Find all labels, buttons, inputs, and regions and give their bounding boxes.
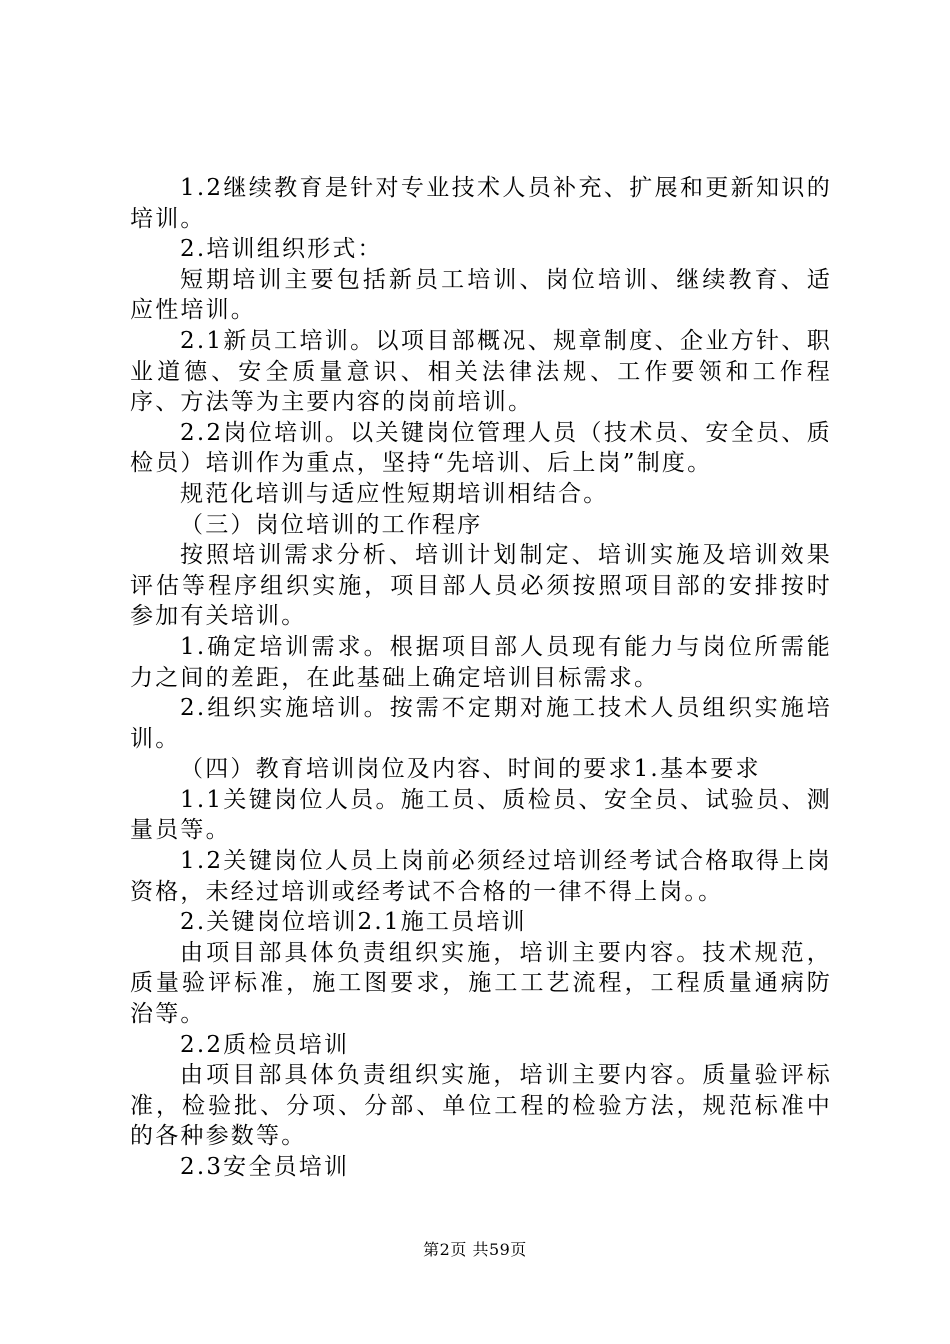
paragraph: 2.2质检员培训 xyxy=(180,1031,350,1058)
paragraph: 2.2岗位培训。以关键岗位管理人员（技术员、安全员、质检员）培训作为重点，坚持“先培训、后上岗”制度。 xyxy=(130,419,832,477)
section-heading: （三）岗位培训的工作程序 xyxy=(180,511,483,538)
paragraph: 2.关键岗位培训2.1施工员培训 xyxy=(180,909,527,936)
paragraph: 由项目部具体负责组织实施，培训主要内容。质量验评标准，检验批、分项、分部、单位工程的检验方法，规范标准中的各种参数等。 xyxy=(130,1062,832,1150)
paragraph: 2.培训组织形式： xyxy=(180,236,383,263)
body-text xyxy=(130,173,832,1183)
paragraph: 1.1关键岗位人员。施工员、质检员、安全员、试验员、测量员等。 xyxy=(130,786,832,844)
paragraph: 按照培训需求分析、培训计划制定、培训实施及培训效果评估等程序组织实施，项目部人员必须按照项目部的安排按时参加有关培训。 xyxy=(130,542,832,630)
paragraph: 1.2继续教育是针对专业技术人员补充、扩展和更新知识的培训。 xyxy=(130,175,832,232)
paragraph: 由项目部具体负责组织实施，培训主要内容。技术规范，质量验评标准，施工图要求，施工工艺流程，工程质量通病防治等。 xyxy=(130,939,832,1028)
section-heading: （四）教育培训岗位及内容、时间的要求1.基本要求 xyxy=(180,756,761,783)
paragraph: 1.2关键岗位人员上岗前必须经过培训经考试合格取得上岗资格，未经过培训或经考试不合格的一律不得上岗。。 xyxy=(130,848,832,905)
paragraph: 1.确定培训需求。根据项目部人员现有能力与岗位所需能力之间的差距，在此基础上确定培训目标需求。 xyxy=(130,633,832,691)
paragraph: 2.1新员工培训。以项目部概况、规章制度、企业方针、职业道德、安全质量意识、相关法律法规、工作要领和工作程序、方法等为主要内容的岗前培训。 xyxy=(130,327,832,416)
paragraph: 规范化培训与适应性短期培训相结合。 xyxy=(180,480,609,507)
page-number-footer: 第2页 共59页 xyxy=(423,1240,527,1259)
paragraph: 2.组织实施培训。按需不定期对施工技术人员组织实施培训。 xyxy=(130,695,832,752)
paragraph: 2.3安全员培训 xyxy=(180,1154,350,1180)
paragraph: 短期培训主要包括新员工培训、岗位培训、继续教育、适应性培训。 xyxy=(130,266,832,324)
